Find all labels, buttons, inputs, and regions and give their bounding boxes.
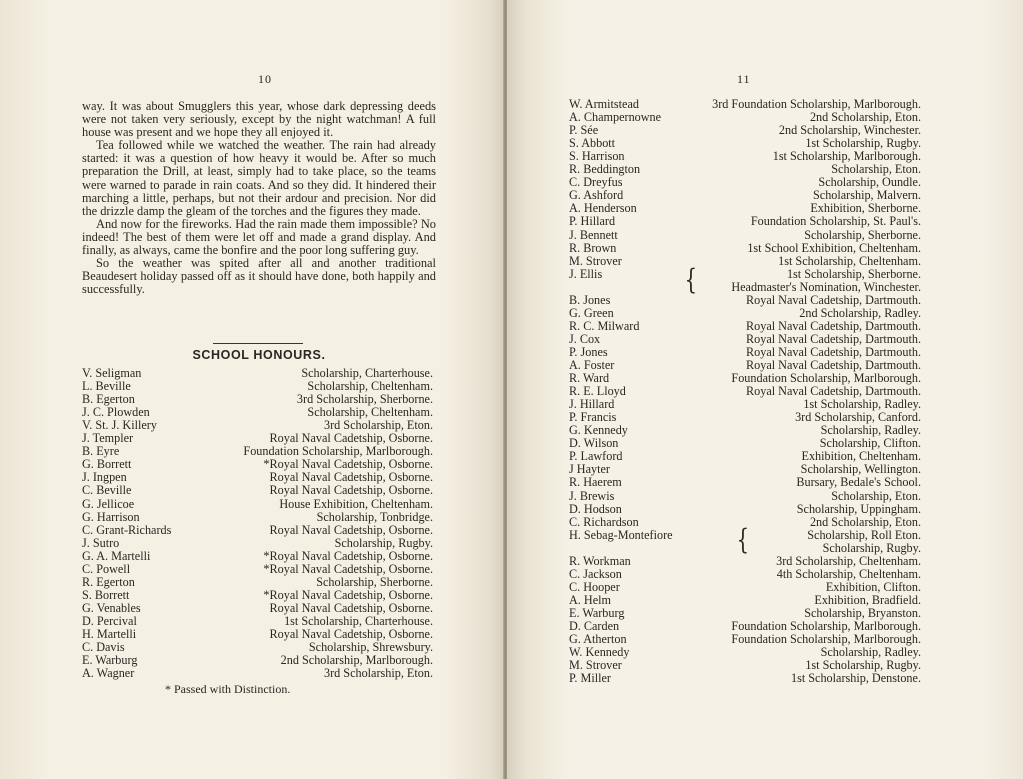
honour-award: Scholarship, Charterhouse. [301,366,433,380]
brace-icon: { [736,523,750,556]
honour-award: 2nd Scholarship, Eton. [809,110,921,125]
honour-name: G. Ashford [569,188,624,203]
honour-award: 1st Scholarship, Cheltenham. [778,253,921,268]
honour-award: Exhibition, Bradfield. [814,592,921,607]
honour-name: P. Miller [569,671,611,686]
honour-name: G. Atherton [569,632,627,647]
honour-name: A. Wagner [82,666,135,681]
footnote: * Passed with Distinction. [165,682,291,696]
honour-award: 2nd Scholarship, Eton. [809,514,921,529]
honour-award: 1st School Exhibition, Cheltenham. [747,240,921,255]
honour-award: Foundation Scholarship, St. Paul's. [750,214,921,229]
honour-award: Foundation Scholarship, Marlborough. [243,444,433,459]
honour-award: Scholarship, Roll Eton. [807,527,921,542]
honour-name: B. Jones [569,292,611,307]
honour-name: J. Ellis [569,266,603,281]
honour-name: B. Egerton [82,392,135,407]
honour-award: Scholarship, Oundle. [818,175,921,190]
honour-award: Royal Naval Cadetship, Dartmouth. [746,331,921,346]
honour-name: M. Strover [569,253,622,268]
honour-award: Scholarship, Sherborne. [804,227,921,242]
honour-name: R. E. Lloyd [569,384,626,399]
honour-award: 1st Scholarship, Charterhouse. [284,613,433,628]
honour-award: 1st Scholarship, Rugby. [805,136,921,151]
honour-name: C. Richardson [569,514,639,529]
honour-award: Exhibition, Sherborne. [810,201,921,216]
honour-name: R. Beddington [569,162,641,177]
narrative-text [82,100,436,296]
honour-award: Scholarship, Rugby. [822,540,921,555]
honour-name: P. Lawford [569,449,623,464]
honour-award: Royal Naval Cadetship, Dartmouth. [746,318,921,333]
honour-name: J. C. Plowden [82,405,150,420]
honour-award: Scholarship, Tonbridge. [316,509,433,524]
honour-award: Scholarship, Malvern. [813,188,921,203]
paragraph: Tea followed while we watched the weather. The rain had already started: it was a question of how heavy it would be. After so much preparation the Drill, at least, simply had to take place, so the teams were warned to parade in rain coats. And so they did. It hindered their marching a little, perhaps, but not their ardour and precision. Nor did the drizzle damp the gleam of the torches and the figures they made. [82,138,436,218]
honour-name: J. Bennett [569,227,618,242]
honour-award: Scholarship, Rugby. [334,535,433,550]
honour-name: A. Henderson [569,201,637,216]
honour-award: 3rd Scholarship, Eton. [324,666,433,681]
honour-award: Royal Naval Cadetship, Osborne. [269,600,433,615]
honour-name: D. Hodson [569,501,622,516]
honour-name: G. Borrett [82,457,132,472]
honour-name: L. Beville [82,379,131,394]
honour-name: J. Brewis [569,488,615,503]
honour-name: V. Seligman [82,366,142,380]
honour-award: Foundation Scholarship, Marlborough. [731,632,921,647]
honour-award: 4th Scholarship, Cheltenham. [776,566,921,581]
honour-name: A. Foster [569,358,615,372]
honour-award: Royal Naval Cadetship, Dartmouth. [746,358,921,372]
honour-award: Scholarship, Wellington. [800,462,921,477]
honour-award: Scholarship, Eton. [831,162,921,177]
honour-name: R. Egerton [82,574,135,589]
honour-award: Scholarship, Sherborne. [316,574,433,589]
section-rule [213,343,303,344]
honour-award: 1st Scholarship, Radley. [803,397,921,412]
honour-award: 1st Scholarship, Denstone. [791,671,921,686]
honour-award: Scholarship, Clifton. [819,436,921,451]
honour-name: J. Hillard [569,397,615,412]
honour-award: Bursary, Bedale's School. [796,475,921,490]
honour-name: A. Helm [569,592,611,607]
honour-award: Scholarship, Bryanston. [804,605,921,620]
honour-name: G. A. Martelli [82,548,151,563]
right-page [507,0,1023,779]
honour-award: Royal Naval Cadetship, Osborne. [269,431,433,446]
honour-award: Scholarship, Radley. [820,423,921,438]
honour-name: B. Eyre [82,444,120,459]
honour-award: 2nd Scholarship, Marlborough. [280,653,433,668]
honour-award: Scholarship, Radley. [820,645,921,660]
honour-name: M. Strover [569,658,622,673]
honour-name: W. Armitstead [569,97,639,111]
honour-name: C. Davis [82,640,125,655]
honour-award: Royal Naval Cadetship, Dartmouth. [746,344,921,359]
page-number-left: 10 [258,72,272,86]
honour-award: Royal Naval Cadetship, Osborne. [269,470,433,485]
honour-name: R. Haerem [569,475,622,490]
honour-award: 1st Scholarship, Sherborne. [786,266,921,281]
honour-award: Headmaster's Nomination, Winchester. [731,279,921,294]
paragraph: So the weather was spited after all and another traditional Beaudesert holiday passed off as it should have done, both happily and successfully. [82,256,436,297]
honour-name: C. Powell [82,561,131,576]
honour-name: J. Templer [82,431,134,446]
honour-name: J Hayter [569,462,610,477]
honour-award: 3rd Scholarship, Eton. [324,418,433,433]
honour-award: Royal Naval Cadetship, Dartmouth. [746,384,921,399]
honour-name: D. Wilson [569,436,619,451]
honour-award: Royal Naval Cadetship, Dartmouth. [746,292,921,307]
honour-award: 1st Scholarship, Rugby. [805,658,921,673]
honour-award: Scholarship, Shrewsbury. [308,640,433,655]
honour-award: 2nd Scholarship, Radley. [799,305,921,320]
honour-award: Scholarship, Uppingham. [796,501,921,516]
left-page [0,0,505,779]
honour-award: Foundation Scholarship, Marlborough. [731,619,921,633]
honour-name: V. St. J. Killery [82,418,157,433]
honour-name: J. Sutro [82,535,120,550]
honour-name: C. Beville [82,483,132,498]
honour-award: *Royal Naval Cadetship, Osborne. [263,457,433,472]
honour-award: 3rd Foundation Scholarship, Marlborough. [712,97,921,111]
honour-award: 3rd Scholarship, Cheltenham. [776,553,921,568]
honour-award: Exhibition, Clifton. [825,579,921,594]
honour-name: H. Martelli [82,627,137,641]
honour-award: Foundation Scholarship, Marlborough. [731,371,921,386]
honour-award: 2nd Scholarship, Winchester. [778,123,921,138]
paragraph: And now for the fireworks. Had the rain made them impossible? No indeed! The best of them were let off and made a grand display. And finally, as always, came the bonfire and the poor long suffering guy. [82,216,436,258]
honour-name: D. Percival [82,613,137,628]
honour-name: W. Kennedy [569,645,630,660]
honour-name: G. Venables [82,600,141,615]
honour-name: S. Harrison [569,149,625,164]
honour-award: Scholarship, Cheltenham. [307,405,433,420]
honour-award: *Royal Naval Cadetship, Osborne. [263,548,433,563]
honour-name: C. Hooper [569,579,620,594]
honour-award: House Exhibition, Cheltenham. [279,496,433,511]
page-number-right: 11 [737,72,751,86]
honour-award: 3rd Scholarship, Sherborne. [296,392,433,407]
honour-name: E. Warburg [82,653,138,668]
honour-award: Royal Naval Cadetship, Osborne. [269,483,433,498]
honour-name: R. C. Milward [569,318,640,333]
honour-name: P. Sée [569,123,599,138]
honour-name: D. Carden [569,619,620,633]
honour-name: S. Borrett [82,587,130,602]
paragraph: way. It was about Smugglers this year, whose dark depressing deeds were not taken very seriously, except by the night watchman! A full house was present and we hope they all enjoyed it. [82,99,436,140]
honour-award: 3rd Scholarship, Canford. [795,410,921,425]
honour-name: R. Brown [569,240,617,255]
honour-name: P. Jones [569,344,608,359]
honour-award: *Royal Naval Cadetship, Osborne. [263,561,433,576]
brace-icon: { [684,263,698,296]
honour-name: G. Kennedy [569,423,628,438]
honour-award: Royal Naval Cadetship, Osborne. [269,522,433,537]
honour-name: E. Warburg [569,605,625,620]
honour-name: G. Green [569,305,614,320]
honour-name: G. Harrison [82,509,140,524]
honour-name: C. Grant-Richards [82,522,172,537]
honour-award: Scholarship, Eton. [831,488,921,503]
honour-name: H. Sebag-Montefiore [569,527,673,542]
honour-name: C. Jackson [569,566,622,581]
honour-name: G. Jellicoe [82,496,135,511]
honour-name: J. Ingpen [82,470,127,485]
honour-name: R. Ward [569,371,610,386]
honour-award: *Royal Naval Cadetship, Osborne. [263,587,433,602]
honour-award: 1st Scholarship, Marlborough. [772,149,921,164]
honour-name: R. Workman [569,553,631,568]
honour-name: P. Hillard [569,214,616,229]
honour-name: A. Champernowne [569,110,662,125]
honour-name: S. Abbott [569,136,616,151]
honour-name: P. Francis [569,410,617,425]
honour-name: J. Cox [569,331,601,346]
honour-name: C. Dreyfus [569,175,623,190]
honour-award: Exhibition, Cheltenham. [801,449,921,464]
honour-award: Royal Naval Cadetship, Osborne. [269,627,433,641]
honour-award: Scholarship, Cheltenham. [307,379,433,394]
section-heading: SCHOOL HONOURS. [192,348,326,362]
